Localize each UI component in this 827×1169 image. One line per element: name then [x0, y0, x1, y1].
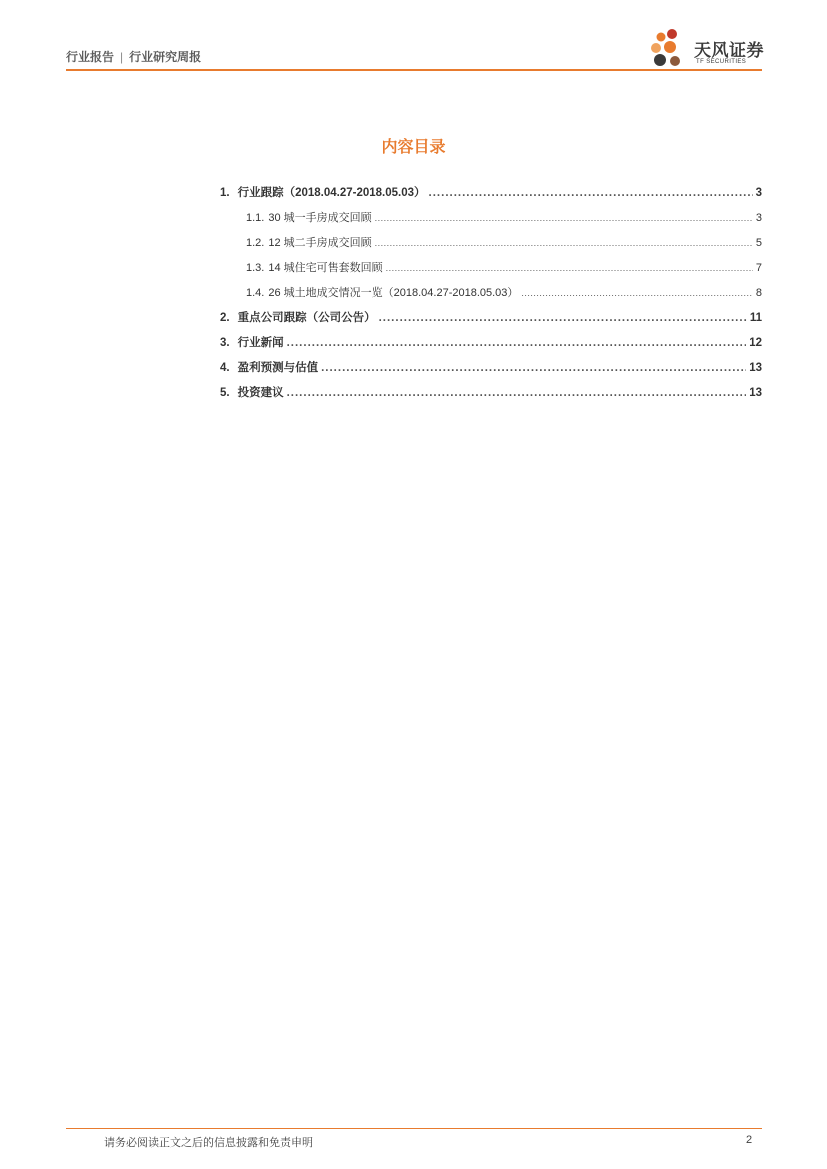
toc-entry-title: 行业跟踪（2018.04.27-2018.05.03） [237, 187, 426, 199]
toc-entry-number: 2. [220, 312, 230, 324]
toc-entry[interactable] [220, 381, 762, 406]
toc-entry-page: 13 [749, 362, 762, 374]
toc-leader-dots [521, 281, 752, 306]
header-report-type: 行业报告 [66, 50, 115, 64]
header-report-subtype: 行业研究周报 [129, 50, 202, 64]
toc-entry-number: 3. [220, 337, 230, 349]
footer-disclaimer: 请务必阅读正文之后的信息披露和免责申明 [104, 1137, 313, 1149]
toc-entry-number: 1.1. [246, 212, 265, 224]
toc-entry-number: 1. [220, 187, 230, 199]
toc-entry-title: 盈利预测与估值 [237, 362, 319, 374]
toc-entry-title: 投资建议 [237, 387, 284, 399]
toc-entry-title: 重点公司跟踪（公司公告） [237, 312, 376, 324]
toc-entry-number: 1.2. [246, 237, 265, 249]
toc-leader-dots [375, 206, 753, 231]
toc-leader-dots [287, 381, 747, 406]
header-breadcrumb [66, 48, 201, 65]
toc-leader-dots [429, 181, 753, 206]
toc-entry[interactable] [220, 206, 762, 231]
toc-entry[interactable] [220, 231, 762, 256]
toc-entry-title: 行业新闻 [237, 337, 284, 349]
logo-subtitle: TF SECURITIES [696, 59, 747, 65]
toc-entry-number: 4. [220, 362, 230, 374]
toc-entry-title: 12 城二手房成交回顾 [268, 237, 372, 249]
page-number: 2 [746, 1134, 753, 1146]
toc-leader-dots [375, 231, 753, 256]
toc-entry-page: 12 [749, 337, 762, 349]
toc-entry-page: 5 [755, 237, 762, 249]
header-divider [66, 69, 762, 71]
toc-entry[interactable] [220, 256, 762, 281]
toc-entry[interactable] [220, 331, 762, 356]
logo-name: 天风证券 [694, 41, 764, 60]
header-separator: | [120, 49, 124, 64]
toc-entry[interactable] [220, 356, 762, 381]
toc-entry-page: 13 [749, 387, 762, 399]
toc-leader-dots [386, 256, 753, 281]
toc-entry-title: 26 城土地成交情况一览（2018.04.27-2018.05.03） [268, 287, 519, 299]
toc-entry[interactable] [220, 181, 762, 206]
toc-entry-number: 1.3. [246, 262, 265, 274]
toc-leader-dots [379, 306, 747, 331]
toc-entry-title: 14 城住宅可售套数回顾 [268, 262, 383, 274]
toc-entry-number: 1.4. [246, 287, 265, 299]
toc-entry-title: 30 城一手房成交回顾 [268, 212, 372, 224]
toc-entry-page: 11 [749, 312, 762, 324]
toc-leader-dots [287, 331, 747, 356]
toc-entry-page: 3 [755, 187, 762, 199]
toc-title: 内容目录 [381, 139, 446, 156]
toc-leader-dots [321, 356, 746, 381]
table-of-contents [220, 181, 762, 406]
toc-entry-page: 8 [755, 287, 762, 299]
toc-entry-number: 5. [220, 387, 230, 399]
toc-entry-page: 7 [755, 262, 762, 274]
footer-divider [66, 1128, 762, 1129]
toc-entry[interactable] [220, 281, 762, 306]
toc-entry-page: 3 [755, 212, 762, 224]
toc-entry[interactable] [220, 306, 762, 331]
